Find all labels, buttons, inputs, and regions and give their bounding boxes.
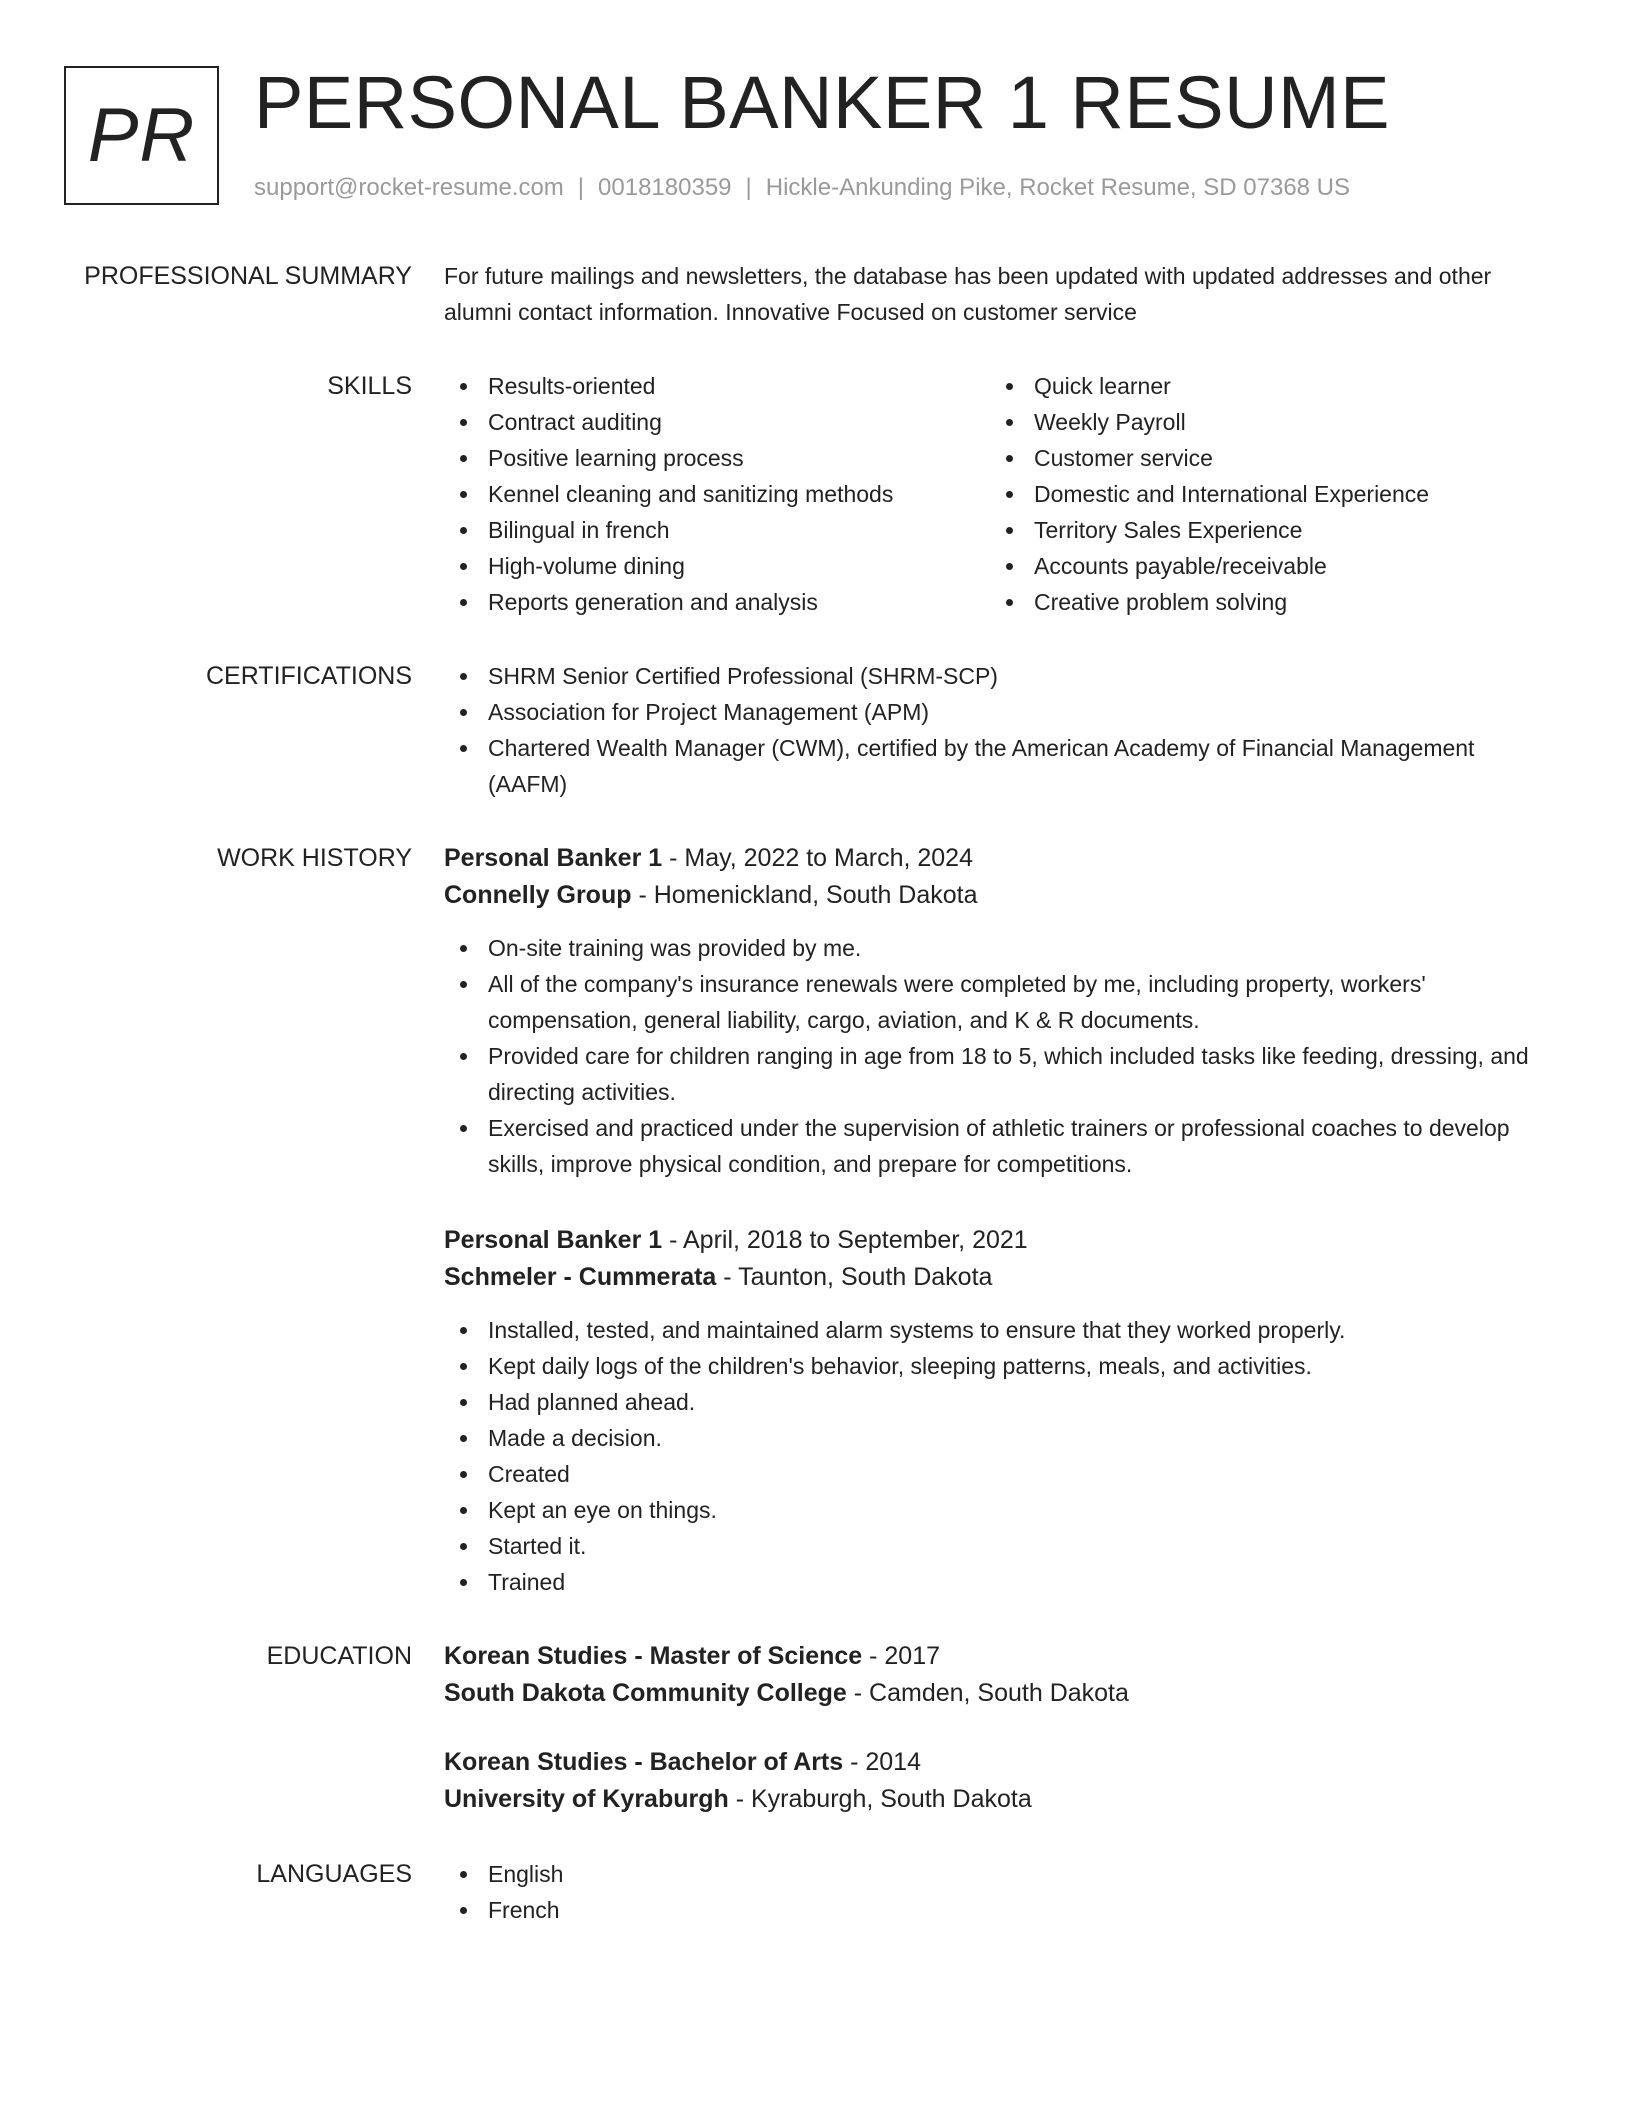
list-item: Installed, tested, and maintained alarm systems to ensure that they worked properly.	[444, 1312, 1556, 1348]
contact-separator: |	[577, 174, 585, 201]
languages-section	[0, 1856, 1632, 1928]
contact-separator: |	[745, 174, 752, 201]
degree-name: Korean Studies - Bachelor of Arts	[444, 1748, 844, 1776]
degree-line	[444, 1638, 1556, 1675]
contact-address: Hickle-Ankunding Pike, Rocket Resume, SD 07368 US	[765, 174, 1351, 201]
degree-line	[444, 1744, 1556, 1781]
languages-list	[444, 1856, 1556, 1928]
section-heading: WORK HISTORY	[217, 844, 412, 872]
contact-line	[254, 174, 1350, 202]
job-company: Connelly Group	[444, 881, 632, 909]
list-item: Started it.	[444, 1528, 1556, 1564]
list-item: Kept daily logs of the children's behavior, sleeping patterns, meals, and activities.	[444, 1348, 1556, 1384]
list-item: Results-oriented	[444, 368, 990, 404]
list-item: Reports generation and analysis	[444, 584, 990, 620]
list-item: Had planned ahead.	[444, 1384, 1556, 1420]
job-entry	[444, 840, 1556, 1182]
list-item: Made a decision.	[444, 1420, 1556, 1456]
list-item: Association for Project Management (APM)	[444, 694, 1556, 730]
job-duties-list	[444, 930, 1556, 1182]
job-dates: - May, 2022 to March, 2024	[662, 844, 973, 872]
education-entry	[444, 1744, 1556, 1818]
list-item: Chartered Wealth Manager (CWM), certified by the American Academy of Financial Management (AAFM)	[444, 730, 1556, 802]
list-item: French	[444, 1892, 1556, 1928]
list-item: All of the company's insurance renewals were completed by me, including property, workers' compensation, general liability, cargo, aviation, and K & R documents.	[444, 966, 1556, 1038]
list-item: Accounts payable/receivable	[990, 548, 1550, 584]
job-company-line	[444, 877, 1556, 914]
list-item: Quick learner	[990, 368, 1550, 404]
list-item: Contract auditing	[444, 404, 990, 440]
resume-content	[0, 258, 1632, 1966]
work-history-section	[0, 840, 1632, 1600]
education-entry	[444, 1638, 1556, 1712]
certifications-section	[0, 658, 1632, 802]
job-title-line	[444, 840, 1556, 877]
list-item: Kept an eye on things.	[444, 1492, 1556, 1528]
monogram-badge	[64, 66, 219, 205]
list-item: Kennel cleaning and sanitizing methods	[444, 476, 990, 512]
section-heading: EDUCATION	[266, 1642, 412, 1670]
degree-year: - 2017	[862, 1642, 941, 1670]
job-company: Schmeler - Cummerata	[444, 1263, 717, 1291]
list-item: Bilingual in french	[444, 512, 990, 548]
school-location: - Kyraburgh, South Dakota	[728, 1785, 1032, 1813]
section-heading: CERTIFICATIONS	[205, 662, 412, 690]
degree-name: Korean Studies - Master of Science	[444, 1642, 863, 1670]
job-company-line	[444, 1259, 1556, 1296]
list-item: Territory Sales Experience	[990, 512, 1550, 548]
degree-year: - 2014	[843, 1748, 921, 1776]
skills-section	[0, 368, 1632, 620]
job-location: - Homenickland, South Dakota	[631, 881, 978, 909]
contact-phone: 0018180359	[598, 174, 732, 201]
list-item: Domestic and International Experience	[990, 476, 1550, 512]
list-item: High-volume dining	[444, 548, 990, 584]
list-item: Trained	[444, 1564, 1556, 1600]
school-line	[444, 1781, 1556, 1818]
list-item: Positive learning process	[444, 440, 990, 476]
list-item: Creative problem solving	[990, 584, 1550, 620]
resume-title: PERSONAL BANKER 1 RESUME	[254, 61, 1391, 144]
list-item: Created	[444, 1456, 1556, 1492]
certifications-list	[444, 658, 1556, 802]
section-heading: SKILLS	[327, 372, 412, 400]
list-item: Customer service	[990, 440, 1550, 476]
school-location: - Camden, South Dakota	[846, 1679, 1129, 1707]
school-name: University of Kyraburgh	[444, 1785, 729, 1813]
contact-email: support@rocket-resume.com	[254, 174, 564, 201]
skills-list-right	[990, 368, 1550, 620]
resume-header	[64, 61, 1604, 210]
school-line	[444, 1675, 1556, 1712]
job-duties-list	[444, 1312, 1556, 1600]
summary-section	[0, 258, 1632, 330]
skills-list-left	[444, 368, 990, 620]
job-entry	[444, 1222, 1556, 1600]
list-item: On-site training was provided by me.	[444, 930, 1556, 966]
list-item: English	[444, 1856, 1556, 1892]
job-title: Personal Banker 1	[444, 1226, 663, 1254]
job-dates: - April, 2018 to September, 2021	[662, 1226, 1028, 1254]
monogram-initials: PR	[87, 93, 196, 178]
education-section	[0, 1638, 1632, 1818]
job-location: - Taunton, South Dakota	[716, 1263, 993, 1291]
list-item: Weekly Payroll	[990, 404, 1550, 440]
list-item: Provided care for children ranging in age from 18 to 5, which included tasks like feeding, dressing, and directing activities.	[444, 1038, 1556, 1110]
list-item: Exercised and practiced under the supervision of athletic trainers or professional coaches to develop skills, improve physical condition, and prepare for competitions.	[444, 1110, 1556, 1182]
school-name: South Dakota Community College	[444, 1679, 847, 1707]
job-title: Personal Banker 1	[444, 844, 663, 872]
summary-text: For future mailings and newsletters, the database has been updated with updated addresses and other alumni contact information. Innovative Focused on customer service	[444, 263, 1492, 325]
list-item: SHRM Senior Certified Professional (SHRM-SCP)	[444, 658, 1556, 694]
section-heading: PROFESSIONAL SUMMARY	[84, 262, 412, 290]
job-title-line	[444, 1222, 1556, 1259]
section-heading: LANGUAGES	[256, 1860, 412, 1888]
